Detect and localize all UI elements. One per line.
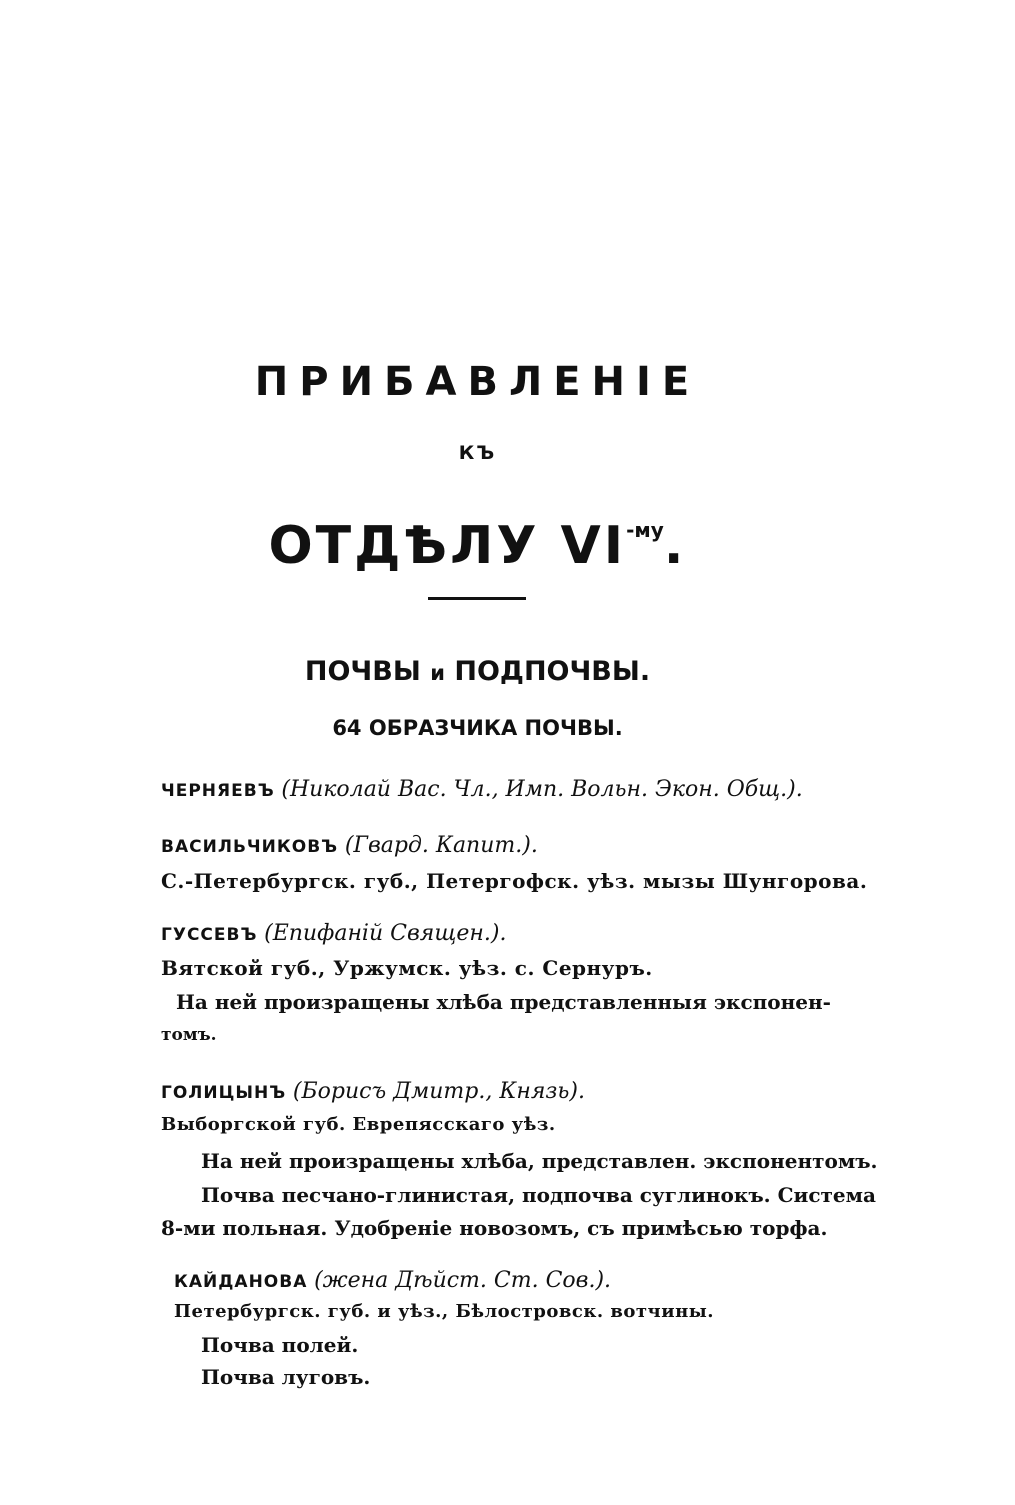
section-title-a: ПОЧВЫ: [304, 656, 421, 687]
entry-line: На ней произращены хлѣба, представлен. экспонентомъ.: [201, 1149, 878, 1173]
entry-details: (Борисъ Дмитр., Князь).: [292, 1079, 585, 1104]
entry-name: ГОЛИЦЫНЪ: [161, 1083, 287, 1103]
entry-name: КАЙДАНОВА: [174, 1272, 308, 1292]
entry-details: (Епифаній Священ.).: [264, 921, 507, 946]
entry-line: Почва луговъ.: [201, 1365, 371, 1389]
entry-line: Почва песчано-глинистая, подпочва суглинокъ. Система: [201, 1183, 876, 1207]
entry-header: [161, 830, 538, 862]
entry-line: Почва полей.: [201, 1333, 359, 1357]
entry-line: томъ.: [161, 1025, 217, 1045]
entry-name: ЧЕРНЯЕВЪ: [161, 781, 275, 801]
entry-name: ГУССЕВЪ: [161, 925, 258, 945]
entry-line: На ней произращены хлѣба представленныя экспонен-: [176, 990, 831, 1014]
section-suffix: -му: [626, 518, 664, 542]
page-title: ПРИБАВЛЕНІЕ: [254, 359, 701, 405]
entry-details: (Николай Вас. Чл., Имп. Вольн. Экон. Общ.).: [281, 777, 803, 802]
entry-line: Вятской губ., Уржумск. уѣз. с. Сернуръ.: [161, 956, 653, 980]
section-title-c: ПОДПОЧВЫ.: [454, 656, 651, 687]
entry-details: (Гвард. Капит.).: [344, 833, 538, 858]
entry-line: Петербургск. губ. и уѣз., Бѣлостровск. вотчины.: [174, 1301, 715, 1322]
entry-line: 8-ми польная. Удобреніе новозомъ, съ примѣсью торфа.: [161, 1216, 828, 1240]
entry-header: [161, 1076, 585, 1108]
entry-header: [161, 918, 506, 950]
section-title-b: и: [430, 661, 445, 685]
entry-name: ВАСИЛЬЧИКОВЪ: [161, 837, 339, 857]
entry-line: Выборгской губ. Еврепясскаго уѣз.: [161, 1114, 556, 1135]
section-subtitle: 64 ОБРАЗЧИКА ПОЧВЫ.: [332, 716, 623, 740]
entry-line: С.-Петербургск. губ., Петергофск. уѣз. мызы Шунгорова.: [161, 869, 868, 893]
entry-header: [174, 1265, 611, 1297]
entry-header: [161, 774, 803, 806]
title-preposition: КЪ: [458, 442, 497, 464]
entry-details: (жена Дѣйст. Ст. Сов.).: [314, 1268, 612, 1293]
section-title: [0, 656, 985, 687]
section-end: .: [663, 516, 687, 576]
divider-rule: [428, 597, 526, 600]
section-word: ОТДѢЛУ VI: [268, 516, 627, 576]
section-heading: [0, 495, 985, 581]
